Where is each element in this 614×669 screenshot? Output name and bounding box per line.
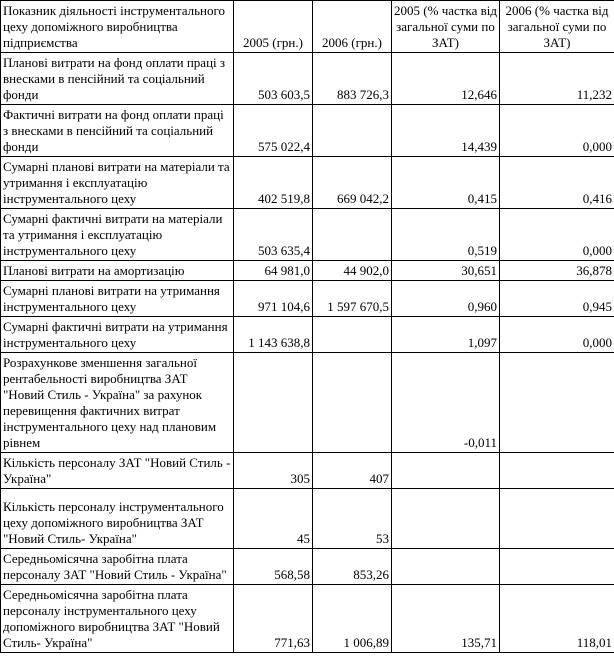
header-row [1, 1, 614, 53]
cell-2005-pct: 1,097 [392, 317, 500, 353]
cell-2006-pct [500, 549, 614, 585]
cell-2006-uah: 407 [313, 453, 392, 489]
table-row [1, 353, 614, 453]
cell-indicator: Сумарні планові витрати на матеріали та утримання і експлуатацію інструментального цеху [1, 157, 234, 209]
cell-2006-uah: 1 006,89 [313, 585, 392, 653]
cell-2006-pct: 0,416 [500, 157, 614, 209]
table-row [1, 317, 614, 353]
cell-2005-pct [392, 453, 500, 489]
cell-2006-pct [500, 353, 614, 453]
cell-2005-pct [392, 489, 500, 549]
cell-2006-pct [500, 453, 614, 489]
cell-2005-pct: -0,011 [392, 353, 500, 453]
cell-2006-pct: 0,000 [500, 105, 614, 157]
cell-indicator: Планові витрати на фонд оплати праці з внесками в пенсійний та соціальний фонди [1, 53, 234, 105]
cell-indicator: Сумарні фактичні витрати на утримання інструментального цеху [1, 317, 234, 353]
cell-2005-uah: 305 [234, 453, 313, 489]
col-header-2006-uah: 2006 (грн.) [313, 1, 392, 53]
cell-2006-pct: 0,000 [500, 209, 614, 261]
cell-2006-pct: 11,232 [500, 53, 614, 105]
cell-2005-uah: 503 635,4 [234, 209, 313, 261]
table-row [1, 549, 614, 585]
cell-2005-uah: 402 519,8 [234, 157, 313, 209]
cell-2006-pct: 0,000 [500, 317, 614, 353]
col-header-2006-pct: 2006 (% частка від загальної суми по ЗАТ) [500, 1, 614, 53]
cell-2006-uah: 1 597 670,5 [313, 281, 392, 317]
cell-2005-uah: 971 104,6 [234, 281, 313, 317]
cell-2005-uah: 1 143 638,8 [234, 317, 313, 353]
table-row [1, 261, 614, 281]
cell-2005-pct: 135,71 [392, 585, 500, 653]
col-header-2005-pct: 2005 (% частка від загальної суми по ЗАТ) [392, 1, 500, 53]
table-row [1, 585, 614, 653]
cell-2006-uah [313, 209, 392, 261]
cell-indicator: Середньомісячна заробітна плата персоналу ЗАТ "Новий Стиль - Україна" [1, 549, 234, 585]
cell-indicator: Середньомісячна заробітна плата персоналу інструментального цеху допоміжного виробництва ЗАТ "Новий Стиль- Україна" [1, 585, 234, 653]
cell-2005-pct: 30,651 [392, 261, 500, 281]
cell-2006-uah: 53 [313, 489, 392, 549]
table-row [1, 53, 614, 105]
table-row [1, 105, 614, 157]
cell-2005-pct: 14,439 [392, 105, 500, 157]
cell-2006-pct: 0,945 [500, 281, 614, 317]
cell-2006-uah: 44 902,0 [313, 261, 392, 281]
table-row [1, 281, 614, 317]
cell-2005-pct: 0,415 [392, 157, 500, 209]
cell-2005-uah: 64 981,0 [234, 261, 313, 281]
cell-indicator: Розрахункове зменшення загальної рентабельності виробництва ЗАТ "Новий Стиль - Україна" за рахунок перевищення фактичних витрат інструментального цеху над плановим рівнем [1, 353, 234, 453]
cell-indicator: Кількість персоналу ЗАТ "Новий Стиль - Україна" [1, 453, 234, 489]
cell-2006-pct: 118,01 [500, 585, 614, 653]
cell-2005-uah [234, 353, 313, 453]
col-header-2005-uah: 2005 (грн.) [234, 1, 313, 53]
cell-2006-uah [313, 105, 392, 157]
col-header-indicator: Показник діяльності інструментального цеху допоміжного виробництва підприємства [1, 1, 234, 53]
table-row [1, 157, 614, 209]
cell-2005-pct: 0,960 [392, 281, 500, 317]
cell-indicator: Фактичні витрати на фонд оплати праці з внесками в пенсійний та соціальний фонди [1, 105, 234, 157]
cell-2006-uah: 883 726,3 [313, 53, 392, 105]
cell-indicator: Сумарні планові витрати на утримання інструментального цеху [1, 281, 234, 317]
cell-2005-uah: 771,63 [234, 585, 313, 653]
cell-2006-uah: 853,26 [313, 549, 392, 585]
cell-2005-uah: 575 022,4 [234, 105, 313, 157]
cell-indicator: Планові витрати на амортизацію [1, 261, 234, 281]
cell-2006-uah: 669 042,2 [313, 157, 392, 209]
cell-2005-uah: 568,58 [234, 549, 313, 585]
cell-2006-pct: 36,878 [500, 261, 614, 281]
cell-2006-uah [313, 353, 392, 453]
cell-indicator: Сумарні фактичні витрати на матеріали та утримання і експлуатацію інструментального цеху [1, 209, 234, 261]
table-row [1, 489, 614, 549]
cell-2006-pct [500, 489, 614, 549]
cell-2005-pct [392, 549, 500, 585]
cell-indicator: Кількість персоналу інструментального цеху допоміжного виробництва ЗАТ "Новий Стиль- Україна" [1, 489, 234, 549]
table-row [1, 453, 614, 489]
cell-2005-uah: 503 603,5 [234, 53, 313, 105]
cell-2005-pct: 0,519 [392, 209, 500, 261]
table-row [1, 209, 614, 261]
cell-2005-uah: 45 [234, 489, 313, 549]
cell-2006-uah [313, 317, 392, 353]
cell-2005-pct: 12,646 [392, 53, 500, 105]
